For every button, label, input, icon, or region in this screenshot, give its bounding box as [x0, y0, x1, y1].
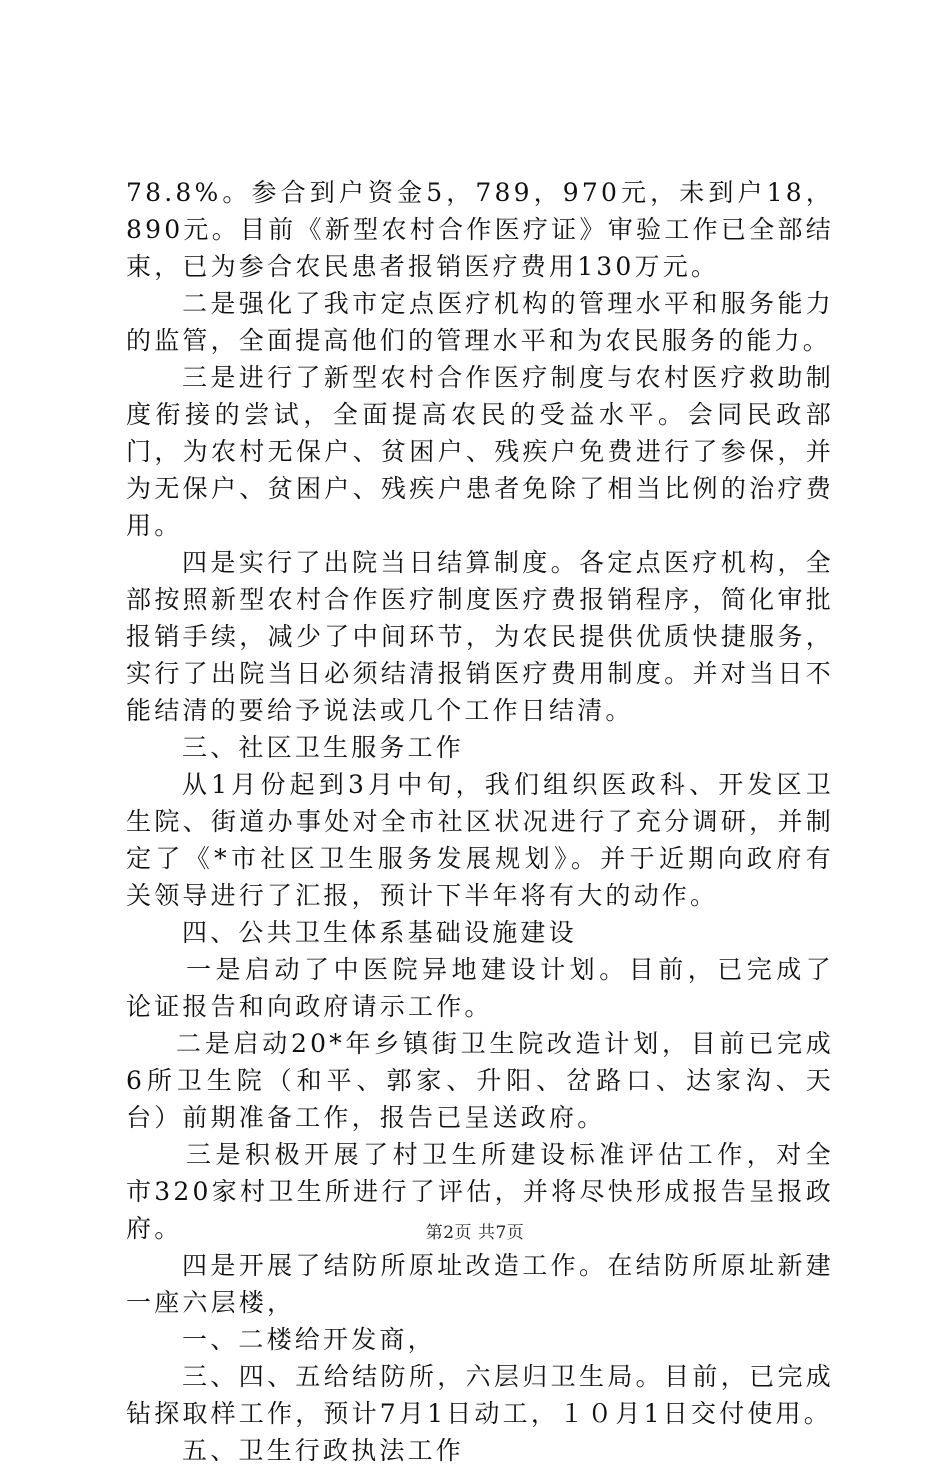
- paragraph-community-health: 从1月份起到3月中旬，我们组织医政科、开发区卫生院、街道办事处对全市社区状况进行了充分调研，并制定了《*市社区卫生服务发展规划》。并于近期向政府有关领导进行了汇报，预计下半年将有大的动作。: [126, 770, 834, 910]
- paragraph-floors-1-2: 一、二楼给开发商，: [182, 1325, 436, 1354]
- paragraph-floors-3-6: 三、四、五给结防所，六层归卫生局。目前，已完成钻探取样工作，预计7月1日动工，１０月1日交付使用。: [126, 1362, 834, 1428]
- paragraph-continuation: 78.8%。参合到户资金5，789，970元，未到户18，890元。目前《新型农村合作医疗证》审验工作已全部结束，已为参合农民患者报销医疗费用130万元。: [126, 178, 834, 281]
- paragraph-infrastructure-1: 一是启动了中医院异地建设计划。目前，已完成了论证报告和向政府请示工作。: [126, 955, 834, 1021]
- page-number-footer: 第2页 共7页: [425, 1223, 525, 1243]
- paragraph-infrastructure-3: 三是积极开展了村卫生所建设标准评估工作，对全市320家村卫生所进行了评估，并将尽快形成报告呈报政府。: [126, 1140, 834, 1243]
- paragraph-item-2: 二是强化了我市定点医疗机构的管理水平和服务能力的监管，全面提高他们的管理水平和为农民服务的能力。: [126, 289, 834, 355]
- section-heading-community-health: 三、社区卫生服务工作: [182, 733, 465, 762]
- paragraph-infrastructure-4: 四是开展了结防所原址改造工作。在结防所原址新建一座六层楼，: [126, 1251, 834, 1317]
- document-body: [126, 174, 834, 1469]
- paragraph-item-4: 四是实行了出院当日结算制度。各定点医疗机构，全部按照新型农村合作医疗制度医疗费报销程序，简化审批报销手续，减少了中间环节，为农民提供优质快捷服务，实行了出院当日必须结清报销医疗费用制度。并对当日不能结清的要给予说法或几个工作日结清。: [126, 548, 834, 725]
- paragraph-item-3: 三是进行了新型农村合作医疗制度与农村医疗救助制度衔接的尝试，全面提高农民的受益水平。会同民政部门，为农村无保户、贫困户、残疾户免费进行了参保，并为无保户、贫困户、残疾户患者免除了相当比例的治疗费用。: [126, 363, 834, 540]
- section-heading-public-health-infrastructure: 四、公共卫生体系基础设施建设: [182, 918, 577, 947]
- section-heading-law-enforcement: 五、卫生行政执法工作: [182, 1436, 465, 1465]
- paragraph-infrastructure-2: 二是启动20*年乡镇街卫生院改造计划，目前已完成6所卫生院（和平、郭家、升阳、岔路口、达家沟、天台）前期准备工作，报告已呈送政府。: [126, 1029, 834, 1132]
